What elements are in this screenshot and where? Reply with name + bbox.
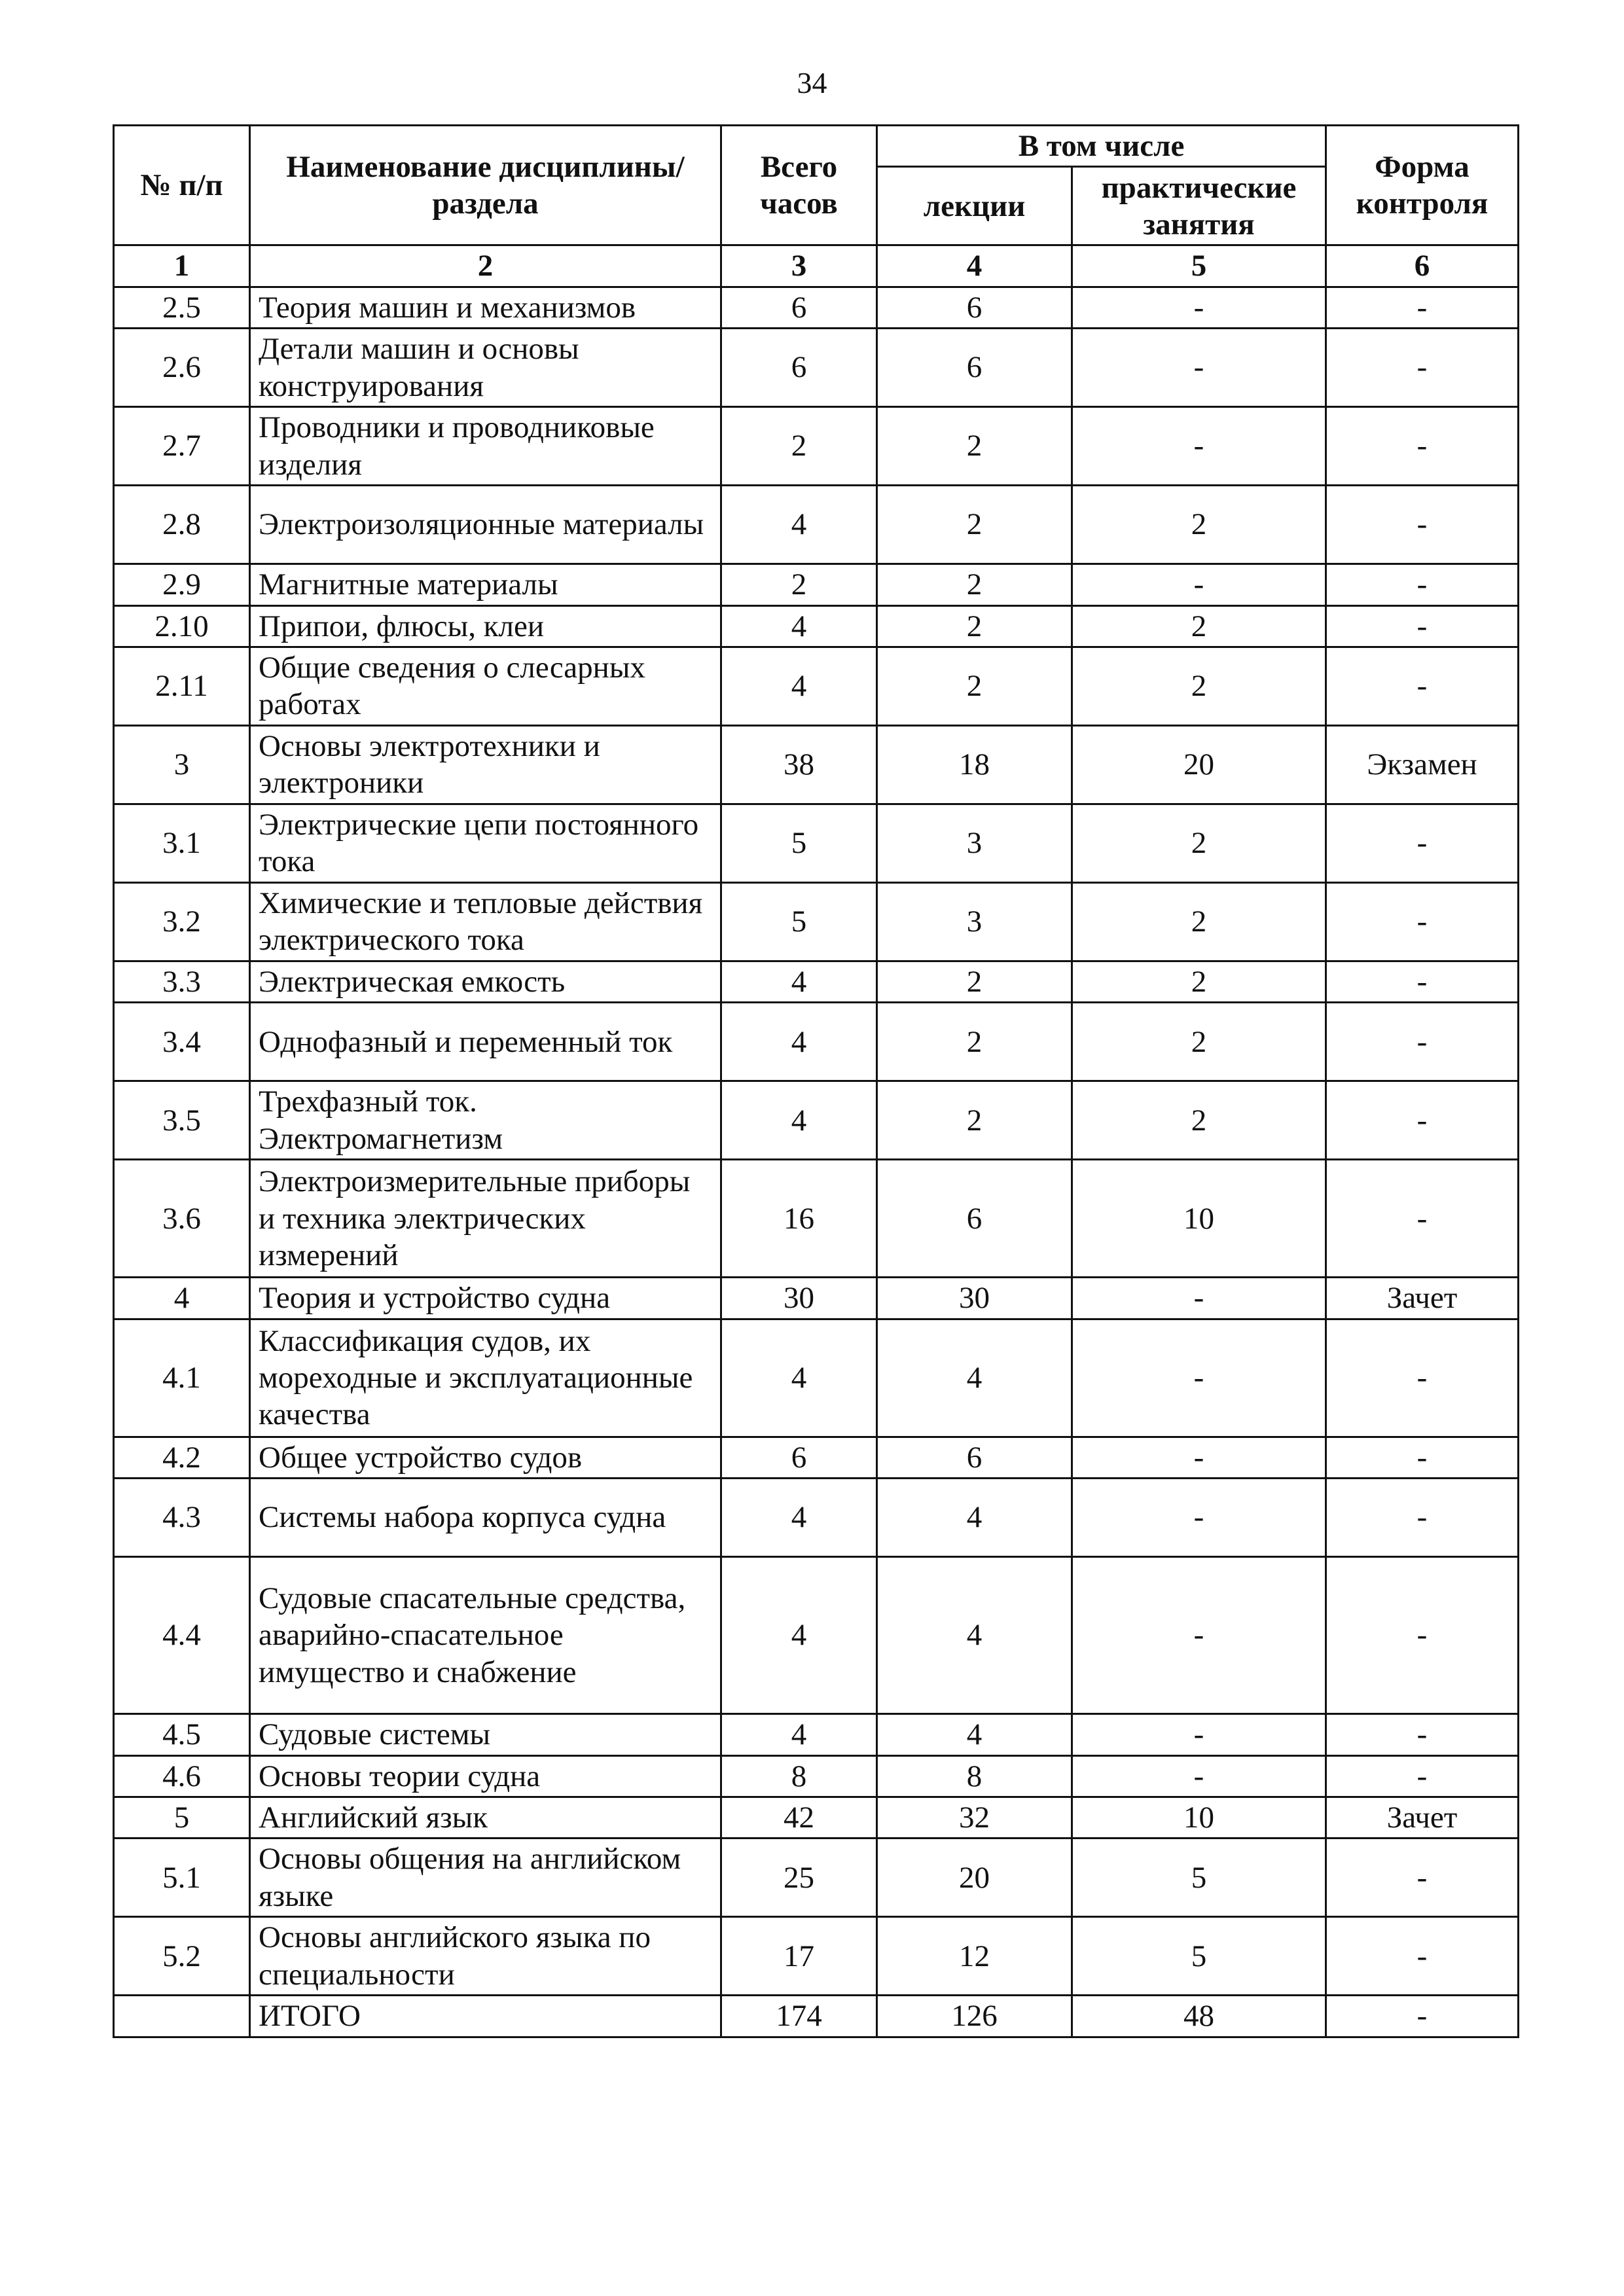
row-discipline: Английский язык bbox=[250, 1797, 721, 1838]
row-control-form: - bbox=[1326, 1081, 1519, 1160]
row-total-hours: 4 bbox=[721, 961, 877, 1002]
row-discipline: Проводники и проводниковые изделия bbox=[250, 407, 721, 486]
row-control-form: - bbox=[1326, 486, 1519, 564]
row-discipline: Припои, флюсы, клеи bbox=[250, 605, 721, 647]
row-control-form: - bbox=[1326, 1437, 1519, 1478]
row-lecture-hours: 3 bbox=[877, 882, 1072, 961]
table-row bbox=[114, 1160, 1519, 1278]
row-control-form: - bbox=[1326, 804, 1519, 882]
row-discipline: Электрические цепи постоянного тока bbox=[250, 804, 721, 882]
row-control-form: - bbox=[1326, 647, 1519, 725]
row-control-form: - bbox=[1326, 407, 1519, 486]
row-total-hours: 6 bbox=[721, 329, 877, 407]
row-lecture-hours: 4 bbox=[877, 1319, 1072, 1437]
row-number: 4.6 bbox=[114, 1755, 250, 1797]
row-total-hours: 25 bbox=[721, 1839, 877, 1917]
row-practice-hours: 10 bbox=[1072, 1160, 1326, 1278]
index-cell: 1 bbox=[114, 245, 250, 287]
row-lecture-hours: 4 bbox=[877, 1714, 1072, 1755]
row-total-hours: 4 bbox=[721, 486, 877, 564]
row-discipline: Основы электротехники и электроники bbox=[250, 725, 721, 804]
row-lecture-hours: 2 bbox=[877, 961, 1072, 1002]
row-lecture-hours: 6 bbox=[877, 329, 1072, 407]
index-cell: 4 bbox=[877, 245, 1072, 287]
row-control-form: - bbox=[1326, 1319, 1519, 1437]
row-number: 2.7 bbox=[114, 407, 250, 486]
row-number: 2.10 bbox=[114, 605, 250, 647]
row-discipline: Основы английского языка по специальности bbox=[250, 1917, 721, 1996]
row-number: 4.1 bbox=[114, 1319, 250, 1437]
row-control-form: - bbox=[1326, 961, 1519, 1002]
row-control-form: - bbox=[1326, 605, 1519, 647]
row-discipline: Электроизмерительные приборы и техника электрических измерений bbox=[250, 1160, 721, 1278]
row-control-form: - bbox=[1326, 1839, 1519, 1917]
row-control-form: - bbox=[1326, 1479, 1519, 1557]
table-row bbox=[114, 1714, 1519, 1755]
row-control-form: - bbox=[1326, 287, 1519, 328]
row-number: 4.2 bbox=[114, 1437, 250, 1478]
row-lecture-hours: 8 bbox=[877, 1755, 1072, 1797]
row-control-form: - bbox=[1326, 1996, 1519, 2037]
row-practice-hours: - bbox=[1072, 407, 1326, 486]
row-discipline: Общее устройство судов bbox=[250, 1437, 721, 1478]
row-discipline: Детали машин и основы конструирования bbox=[250, 329, 721, 407]
row-practice-hours: 2 bbox=[1072, 804, 1326, 882]
row-number bbox=[114, 1996, 250, 2037]
row-practice-hours: - bbox=[1072, 287, 1326, 328]
row-lecture-hours: 2 bbox=[877, 1003, 1072, 1081]
row-lecture-hours: 2 bbox=[877, 407, 1072, 486]
table-row bbox=[114, 882, 1519, 961]
header-num: № п/п bbox=[114, 126, 250, 245]
table-row bbox=[114, 1278, 1519, 1319]
header-total: Всего часов bbox=[721, 126, 877, 245]
row-control-form: - bbox=[1326, 1755, 1519, 1797]
row-practice-hours: 5 bbox=[1072, 1917, 1326, 1996]
row-practice-hours: 2 bbox=[1072, 882, 1326, 961]
row-discipline: Химические и тепловые действия электрического тока bbox=[250, 882, 721, 961]
table-body bbox=[114, 287, 1519, 2037]
row-total-hours: 4 bbox=[721, 605, 877, 647]
row-lecture-hours: 4 bbox=[877, 1557, 1072, 1714]
row-practice-hours: 48 bbox=[1072, 1996, 1326, 2037]
row-practice-hours: - bbox=[1072, 1437, 1326, 1478]
row-total-hours: 42 bbox=[721, 1797, 877, 1838]
header-lectures: лекции bbox=[877, 167, 1072, 245]
row-number: 2.9 bbox=[114, 564, 250, 605]
row-practice-hours: 20 bbox=[1072, 725, 1326, 804]
row-practice-hours: 5 bbox=[1072, 1839, 1326, 1917]
row-practice-hours: 2 bbox=[1072, 961, 1326, 1002]
row-discipline: Классификация судов, их мореходные и эксплуатационные качества bbox=[250, 1319, 721, 1437]
row-control-form: - bbox=[1326, 1917, 1519, 1996]
row-lecture-hours: 32 bbox=[877, 1797, 1072, 1838]
row-discipline: Магнитные материалы bbox=[250, 564, 721, 605]
header-control: Форма контроля bbox=[1326, 126, 1519, 245]
row-control-form: - bbox=[1326, 329, 1519, 407]
row-number: 2.11 bbox=[114, 647, 250, 725]
row-total-hours: 38 bbox=[721, 725, 877, 804]
table-row bbox=[114, 329, 1519, 407]
row-number: 4 bbox=[114, 1278, 250, 1319]
row-number: 5 bbox=[114, 1797, 250, 1838]
row-control-form: - bbox=[1326, 1003, 1519, 1081]
row-number: 3.1 bbox=[114, 804, 250, 882]
row-control-form: - bbox=[1326, 1714, 1519, 1755]
table-row bbox=[114, 1557, 1519, 1714]
row-discipline: Судовые системы bbox=[250, 1714, 721, 1755]
page-number: 34 bbox=[797, 66, 827, 99]
index-cell: 6 bbox=[1326, 245, 1519, 287]
row-discipline: Однофазный и переменный ток bbox=[250, 1003, 721, 1081]
row-total-hours: 4 bbox=[721, 1557, 877, 1714]
table-row bbox=[114, 1437, 1519, 1478]
row-lecture-hours: 3 bbox=[877, 804, 1072, 882]
row-control-form: - bbox=[1326, 1557, 1519, 1714]
row-discipline: Электрическая емкость bbox=[250, 961, 721, 1002]
row-practice-hours: - bbox=[1072, 1755, 1326, 1797]
curriculum-table bbox=[113, 124, 1519, 2038]
row-practice-hours: - bbox=[1072, 1479, 1326, 1557]
row-number: 2.5 bbox=[114, 287, 250, 328]
row-lecture-hours: 6 bbox=[877, 287, 1072, 328]
table-row bbox=[114, 961, 1519, 1002]
row-practice-hours: - bbox=[1072, 1278, 1326, 1319]
row-practice-hours: - bbox=[1072, 564, 1326, 605]
row-lecture-hours: 12 bbox=[877, 1917, 1072, 1996]
row-total-hours: 4 bbox=[721, 1714, 877, 1755]
row-total-hours: 2 bbox=[721, 564, 877, 605]
row-discipline: Электроизоляционные материалы bbox=[250, 486, 721, 564]
table-row bbox=[114, 647, 1519, 725]
row-number: 3.3 bbox=[114, 961, 250, 1002]
header-group: В том числе bbox=[877, 126, 1326, 167]
row-total-hours: 2 bbox=[721, 407, 877, 486]
index-cell: 2 bbox=[250, 245, 721, 287]
table-row bbox=[114, 1917, 1519, 1996]
row-control-form: - bbox=[1326, 564, 1519, 605]
table-row bbox=[114, 1996, 1519, 2037]
table-row bbox=[114, 804, 1519, 882]
row-number: 3 bbox=[114, 725, 250, 804]
row-number: 3.6 bbox=[114, 1160, 250, 1278]
row-practice-hours: 2 bbox=[1072, 647, 1326, 725]
row-number: 5.2 bbox=[114, 1917, 250, 1996]
row-discipline: ИТОГО bbox=[250, 1996, 721, 2037]
row-practice-hours: 2 bbox=[1072, 1081, 1326, 1160]
index-cell: 3 bbox=[721, 245, 877, 287]
row-lecture-hours: 6 bbox=[877, 1437, 1072, 1478]
table-row bbox=[114, 486, 1519, 564]
row-lecture-hours: 4 bbox=[877, 1479, 1072, 1557]
row-total-hours: 6 bbox=[721, 1437, 877, 1478]
table-row bbox=[114, 725, 1519, 804]
row-practice-hours: 10 bbox=[1072, 1797, 1326, 1838]
row-total-hours: 6 bbox=[721, 287, 877, 328]
row-practice-hours: - bbox=[1072, 1557, 1326, 1714]
row-practice-hours: 2 bbox=[1072, 1003, 1326, 1081]
row-total-hours: 4 bbox=[721, 1479, 877, 1557]
row-discipline: Основы теории судна bbox=[250, 1755, 721, 1797]
row-lecture-hours: 2 bbox=[877, 647, 1072, 725]
row-lecture-hours: 2 bbox=[877, 486, 1072, 564]
row-discipline: Теория и устройство судна bbox=[250, 1278, 721, 1319]
table-row bbox=[114, 605, 1519, 647]
row-control-form: - bbox=[1326, 882, 1519, 961]
index-cell: 5 bbox=[1072, 245, 1326, 287]
row-lecture-hours: 2 bbox=[877, 564, 1072, 605]
row-number: 3.4 bbox=[114, 1003, 250, 1081]
row-control-form: Зачет bbox=[1326, 1797, 1519, 1838]
row-total-hours: 30 bbox=[721, 1278, 877, 1319]
row-control-form: Экзамен bbox=[1326, 725, 1519, 804]
row-control-form: - bbox=[1326, 1160, 1519, 1278]
row-lecture-hours: 126 bbox=[877, 1996, 1072, 2037]
row-control-form: Зачет bbox=[1326, 1278, 1519, 1319]
row-number: 3.2 bbox=[114, 882, 250, 961]
table-row bbox=[114, 1755, 1519, 1797]
row-total-hours: 4 bbox=[721, 1319, 877, 1437]
row-total-hours: 4 bbox=[721, 1081, 877, 1160]
table-row bbox=[114, 1479, 1519, 1557]
row-discipline: Судовые спасательные средства, аварийно-спасательное имущество и снабжение bbox=[250, 1557, 721, 1714]
row-number: 4.5 bbox=[114, 1714, 250, 1755]
row-practice-hours: - bbox=[1072, 1319, 1326, 1437]
row-number: 3.5 bbox=[114, 1081, 250, 1160]
row-total-hours: 5 bbox=[721, 882, 877, 961]
table-row bbox=[114, 1081, 1519, 1160]
row-total-hours: 174 bbox=[721, 1996, 877, 2037]
row-number: 4.3 bbox=[114, 1479, 250, 1557]
row-discipline: Системы набора корпуса судна bbox=[250, 1479, 721, 1557]
header-practice: практические занятия bbox=[1072, 167, 1326, 245]
table-row bbox=[114, 1797, 1519, 1838]
row-practice-hours: - bbox=[1072, 1714, 1326, 1755]
table-row bbox=[114, 1839, 1519, 1917]
row-practice-hours: 2 bbox=[1072, 486, 1326, 564]
row-total-hours: 4 bbox=[721, 1003, 877, 1081]
row-total-hours: 17 bbox=[721, 1917, 877, 1996]
row-discipline: Теория машин и механизмов bbox=[250, 287, 721, 328]
row-practice-hours: 2 bbox=[1072, 605, 1326, 647]
header-name: Наименование дисциплины/раздела bbox=[250, 126, 721, 245]
row-lecture-hours: 30 bbox=[877, 1278, 1072, 1319]
row-number: 4.4 bbox=[114, 1557, 250, 1714]
row-total-hours: 5 bbox=[721, 804, 877, 882]
row-lecture-hours: 2 bbox=[877, 605, 1072, 647]
row-lecture-hours: 2 bbox=[877, 1081, 1072, 1160]
table-row bbox=[114, 287, 1519, 328]
row-lecture-hours: 20 bbox=[877, 1839, 1072, 1917]
row-discipline: Общие сведения о слесарных работах bbox=[250, 647, 721, 725]
row-total-hours: 8 bbox=[721, 1755, 877, 1797]
row-lecture-hours: 6 bbox=[877, 1160, 1072, 1278]
table-row bbox=[114, 1319, 1519, 1437]
row-total-hours: 4 bbox=[721, 647, 877, 725]
row-discipline: Трехфазный ток. Электромагнетизм bbox=[250, 1081, 721, 1160]
row-number: 2.8 bbox=[114, 486, 250, 564]
row-lecture-hours: 18 bbox=[877, 725, 1072, 804]
row-number: 2.6 bbox=[114, 329, 250, 407]
row-number: 5.1 bbox=[114, 1839, 250, 1917]
row-discipline: Основы общения на английском языке bbox=[250, 1839, 721, 1917]
table-row bbox=[114, 564, 1519, 605]
row-total-hours: 16 bbox=[721, 1160, 877, 1278]
table-row bbox=[114, 1003, 1519, 1081]
table-row bbox=[114, 407, 1519, 486]
row-practice-hours: - bbox=[1072, 329, 1326, 407]
